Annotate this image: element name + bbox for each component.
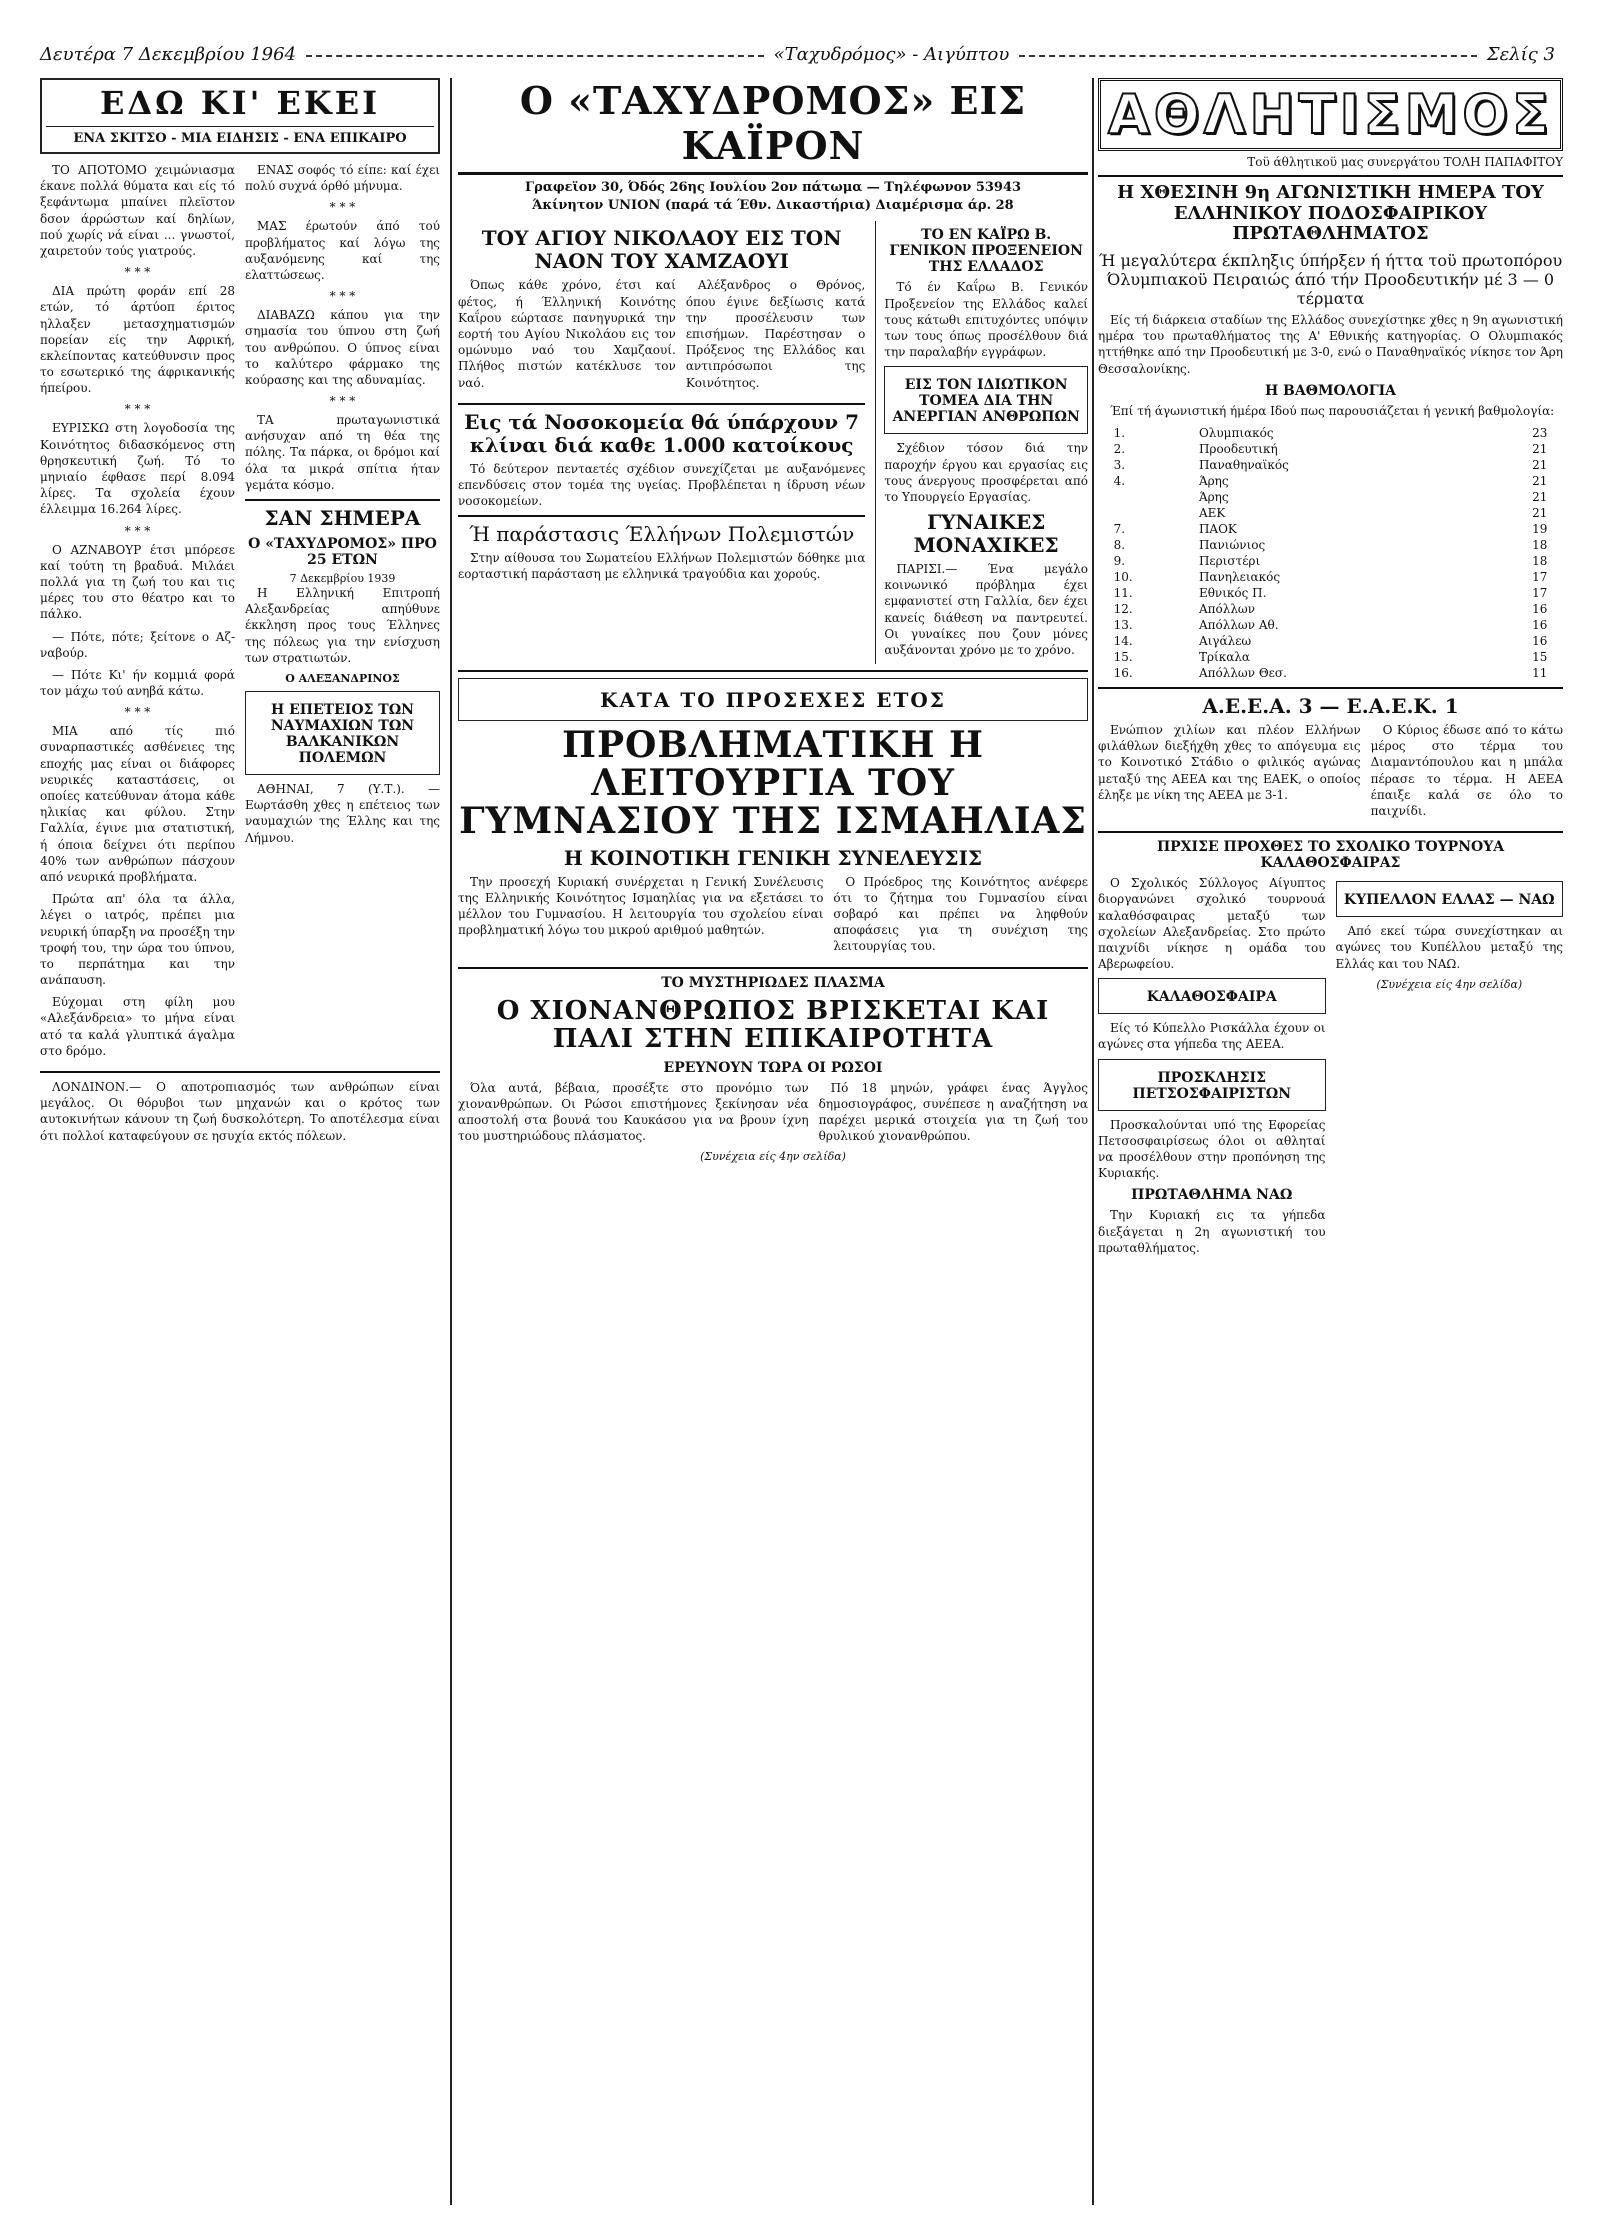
standings-row (1110, 649, 1552, 665)
paragraph: ΕΝΑΣ σοφός τό είπε: καί έχει πολύ συχνά όρθό μήνυμα. (245, 163, 440, 194)
standings-row (1110, 425, 1552, 441)
sports-main-title: Η ΧΘΕΣΙΝΗ 9η ΑΓΩΝΙΣΤΙΚΗ ΗΜΕΡΑ ΤΟΥ ΕΛΛΗΝΙΚΟΥ ΠΟΔΟΣΦΑΙΡΙΚΟΥ ΠΡΩΤΑΘΛΗΜΑΤΟΣ (1117, 182, 1544, 245)
separator: * * * (124, 265, 151, 280)
edo-kiekei-header (40, 78, 440, 154)
column-divider (450, 78, 452, 2205)
standings-pos: 10. (1113, 570, 1133, 584)
yeti-text: Πό 18 μηνών, γράφει ένας Άγγλος δημοσιογράφος, συνέπεσε η αναζήτηση να παρέχει μερικά στοιχεία για τη ζωή του θρυλικού χιονανθρώπου. (818, 1080, 1088, 1144)
consulate-title: ΤΟ ΕΝ ΚΑΪΡΩ Β. ΓΕΝΙΚΟΝ ΠΡΟΞΕΝΕΙΟΝ ΤΗΣ ΕΛΛΑΔΟΣ (889, 227, 1083, 276)
header-rule (306, 55, 764, 57)
nikolaos-title: ΤΟΥ ΑΓΙΟΥ ΝΙΚΟΛΑΟΥ ΕΙΣ ΤΟΝ ΝΑΟΝ ΤΟΥ ΧΑΜΖΑΟΥΙ (481, 226, 842, 274)
divider (458, 670, 1088, 672)
standings-row (1110, 617, 1552, 633)
naval-title: Η ΕΠΕΤΕΙΟΣ ΤΩΝ ΝΑΥΜΑΧΙΩΝ ΤΩΝ ΒΑΛΚΑΝΙΚΩΝ ΠΟΛΕΜΩΝ (270, 701, 415, 766)
hospitals-text: Τό δεύτερον πενταετές σχέδιον συνεχίζεται με αυξανόμενες επενδύσεις στον τομέα της υγείας. Προβλέπεται η ίδρυση νέων νοσοκομείων. (458, 461, 866, 509)
standings-pts: 11 (1532, 666, 1548, 680)
paragraph: Ο ΑΖΝΑΒΟΥΡ έτσι μπόρεσε καί τούτη τη βραδυά. Μιλάει πολλά για τη ζωή του και τις μέρες του στο θέατρο και το πάλκο. (40, 542, 235, 622)
column-sports (1098, 78, 1563, 2205)
standings-pos: 14. (1113, 634, 1133, 648)
standings-pts: 16 (1532, 634, 1548, 648)
standings-pts: 21 (1532, 442, 1548, 456)
standings-pts: 21 (1532, 474, 1548, 488)
unemployment-box (884, 366, 1088, 434)
nikolaos-text: Όπως κάθε χρόνο, έτσι καί φέτος, ή Έλληνική Κοινότης Καΐρου εώρτασε πανηγυρικά την εορτή του Αγίου Νικολάου εις τον ομώνυμο ναό του Χαμζαουί. Πλήθος πιστών κατέκλυσε τον ναό. (458, 278, 676, 390)
london-text: ΛΟΝΔΙΝΟΝ.— Ο αποτροπιασμός των ανθρώπων είναι μεγάλος. Οι θόρυβοι των μηχανών και ο κρότος των αυτοκινήτων κάνουν τη ζωή δυσκολότερη. Το αποτέλεσμα είναι ότι πολλοί καταφεύγουν σε ησυχία εκτός πόλεων. (40, 1080, 440, 1143)
standings-pos: 15. (1113, 650, 1133, 664)
anniversary-title: ΣΑΝ ΣΗΜΕΡΑ (264, 506, 421, 530)
paragraph: ΔΙΑ πρώτη φοράν επί 28 ετών, τό άρτύοπ έριτος ηλλαξεν μετασχηματισμών πορείαν είς την Αφρική, εκλείποντας κατεύθυνσιν προς το εσωτερικό της άφρικανικής ήπείρου. (40, 284, 235, 396)
paragraph: ΤΟ ΑΠΟΤΟΜΟ χειμώνιασμα έκανε πολλά θύματα και είς τό ξεφάντωμα μπαίνει πλεϊστον δσον άρρώστων καί δηλίων, πού χωρίς νά είναι ... γνωστοί, χαιρετούν τούς γιατρούς. (40, 163, 235, 258)
separator: * * * (124, 705, 151, 720)
veterans-text: Στην αίθουσα του Σωματείου Ελλήνων Πολεμιστών δόθηκε μια εορταστική παράσταση με ελληνικά τραγούδια και χορούς. (458, 551, 866, 582)
nao-title: ΠΡΩΤΑΘΛΗΜΑ ΝΑΩ (1131, 1187, 1293, 1204)
standings-row (1110, 537, 1552, 553)
paragraph: — Πότε, πότε; ξείτονε ο Αζ-ναβούρ. (40, 629, 235, 660)
separator: * * * (124, 523, 151, 538)
volleyball-title: ΠΡΟΣΚΛΗΣΙΣ ΠΕΤΣΟΣΦΑΙΡΙΣΤΩΝ (1132, 1069, 1292, 1102)
standings-pts: 23 (1532, 426, 1548, 440)
school-title: ΠΡΧΙΣΕ ΠΡΟΧΘΕΣ ΤΟ ΣΧΟΛΙΚΟ ΤΟΥΡΝΟΥΑ ΚΑΛΑΘΟΣΦΑΙΡΑΣ (1156, 839, 1505, 872)
standings-pts: 21 (1532, 490, 1548, 504)
aeea-title: Α.Ε.Ε.Α. 3 — Ε.Α.Ε.Κ. 1 (1202, 694, 1459, 718)
basketball-box (1098, 978, 1326, 1014)
header-paper: «Ταχυδρόμος» - Αιγύπτου (773, 43, 1010, 65)
column-divider (1092, 78, 1094, 2205)
separator: * * * (124, 402, 151, 417)
standings-pts: 19 (1532, 522, 1548, 536)
standings-row (1110, 441, 1552, 457)
sports-logo: ΑΘΛΗΤΙΣΜΟΣ (1098, 78, 1563, 151)
paragraph: ΔΙΑΒΑΖΩ κάπου για την σημασία του ύπνου στη ζωή του ανθρώπου. Ο ύπνος είναι το καλύτερο φάρμακο της κούρασης και της αδυναμίας. (245, 308, 440, 387)
anniversary-text: Η Ελληνική Επιτροπή Αλεξανδρείας απηύθυνε έκκληση προς τους Έλληνες της πόλεως για την ενίσχυση των στρατιωτών. (245, 586, 440, 665)
standings-row (1110, 665, 1552, 681)
standings-pos (1110, 505, 1195, 521)
divider (1098, 175, 1563, 177)
divider (458, 515, 865, 517)
separator: * * * (329, 200, 356, 215)
gymnasium-title: ΠΡΟΒΛΗΜΑΤΙΚΗ Η ΛΕΙΤΟΥΡΓΙΑ ΤΟΥ ΓΥΜΝΑΣΙΟΥ ΤΗΣ ΙΣΜΑΗΛΙΑΣ (459, 724, 1087, 842)
office-line: Άκίνητον UNION (παρά τά Έθν. Δικαστήρια) Διαμέρισμα άρ. 28 (532, 198, 1014, 214)
veterans-title: Ή παράστασις Έλλήνων Πολεμιστών (469, 522, 855, 547)
consulate-text: Τό έν Καΐρω Β. Γενικόν Προξενείον της Ελλάδος καλεί τους κάτωθι επιτυχόντες υπόψιν των τους όπως προσέλθουν διά την παραλαβήν εγγράφων. (884, 280, 1088, 360)
standings-team: Προοδευτική (1198, 442, 1278, 456)
paragraph: ΤΑ πρωταγωνιστικά ανήσυχαν από τη θέα της πόλης. Τα πάρκα, οι δρόμοι καί όλα τα μικρά σπίτια ήταν γεμάτα κόσμο. (245, 413, 440, 492)
standings-team: Παναθηναϊκός (1198, 458, 1289, 472)
volleyball-text: Προσκαλούνται υπό της Εφορείας Πετσοσφαιρίσεως όλοι οι αθληταί να προσέλθουν στην προπόνηση της Κυριακής. (1098, 1117, 1326, 1181)
standings-pos: 3. (1113, 458, 1126, 472)
standings-pos: 13. (1113, 618, 1133, 632)
edo-kiekei-subtitle: ΕΝΑ ΣΚΙΤΣΟ - ΜΙΑ ΕΙΔΗΣΙΣ - ΕΝΑ ΕΠΙΚΑΙΡΟ (46, 126, 434, 146)
cup-box (1336, 881, 1564, 917)
separator: * * * (329, 394, 356, 409)
nao-text: Την Κυριακή εις τα γήπεδα διεξάγεται η 2η αγωνιστική του πρωταθλήματος. (1098, 1208, 1326, 1255)
standings-team: Ολυμπιακός (1198, 426, 1274, 440)
standings-title: Η ΒΑΘΜΟΛΟΓΙΑ (1264, 382, 1397, 399)
standings-team: Εθνικός Π. (1198, 586, 1267, 600)
gymnasium-text: Ο Πρόεδρος της Κοινότητος ανέφερε ότι το ζήτημα του Γυμνασίου είναι σοβαρό και πρέπει να ληφθούν αποφάσεις για τη συνέχιση της λειτουργίας του. (833, 874, 1088, 954)
naval-box (245, 691, 440, 775)
paragraph: ΜΑΣ έρωτούν άπό τού προβλήματος καί λόγω της αυξανόμενης καί της ελαττώσεως. (245, 219, 440, 282)
standings-team: Πανιώνιος (1198, 538, 1266, 552)
standings-pts: 21 (1532, 458, 1548, 472)
sports-main-text: Είς τή διάρκεια σταδίων της Ελλάδος συνεχίστηκε χθες η 9η αγωνιστική ημέρα του πρωταθλήματος της Α' Εθνικής κατηγορίας. Ο Ολυμπιακός ηττήθηκε από την Προοδευτική με 3-0, ενώ ο Παναθηναϊκός νίκησε τον Άρη Θεσσαλονίκης. (1098, 313, 1563, 376)
cairo-office-info (458, 179, 1088, 215)
divider (1098, 687, 1563, 689)
standings-team: Πανηλειακός (1198, 570, 1281, 584)
paragraph: Εύχομαι στη φίλη μου «Αλεξάνδρεια» το μήνα είναι ατό τα καλά γλυπτικά άγαλμα στο δρόμο. (40, 995, 235, 1058)
edo-kiekei-title: ΕΔΩ ΚΙ' ΕΚΕΙ (99, 84, 381, 122)
volleyball-box (1098, 1059, 1326, 1111)
gymnasium-kicker: ΚΑΤΑ ΤΟ ΠΡΟΣΕΧΕΣ ΕΤΟΣ (600, 688, 946, 713)
standings-team: Αιγάλεω (1198, 634, 1252, 648)
standings-pts: 18 (1532, 538, 1548, 552)
standings-pts: 16 (1532, 602, 1548, 616)
unemployment-text: Σχέδιον τόσον διά την παροχήν έργου και εργασίας εις τους άνεργους προσφέρεται από το Υπουργείο Εργασίας. (884, 441, 1088, 504)
standings-pos: 12. (1113, 602, 1133, 616)
header-rule (1019, 55, 1477, 57)
standings-team: Απόλλων Αθ. (1198, 618, 1279, 632)
basketball-title: ΚΑΛΑΘΟΣΦΑΙΡΑ (1146, 989, 1277, 1006)
standings-pos: 7. (1113, 522, 1126, 536)
standings-row (1110, 585, 1552, 601)
standings-team: Απόλλων Θεσ. (1198, 666, 1287, 680)
standings-pts: 21 (1532, 506, 1548, 520)
standings-pos: 11. (1113, 586, 1133, 600)
standings-team: ΠΑΟΚ (1198, 522, 1237, 536)
unemployment-title: ΕΙΣ ΤΟΝ ΙΔΙΩΤΙΚΟΝ ΤΟΜΕΑ ΔΙΑ ΤΗΝ ΑΝΕΡΓΙΑΝ ΑΝΘΡΩΠΩΝ (892, 377, 1080, 426)
paragraph: — Πότε Κι' ήν κομμιά φορά τον μάχω τού ανηβά κάτω. (40, 667, 235, 699)
yeti-kicker: ΤΟ ΜΥΣΤΗΡΙΩΔΕΣ ΠΛΑΣΜΑ (661, 974, 885, 991)
standings-pos (1110, 489, 1195, 505)
anniversary-subtitle: Ο «ΤΑΧΥΔΡΟΜΟΣ» ΠΡΟ 25 ΕΤΩΝ (248, 536, 437, 568)
standings-pos: 4. (1113, 474, 1126, 488)
standings-team: ΑΕΚ (1198, 506, 1226, 520)
standings-pts: 18 (1532, 554, 1548, 568)
separator: * * * (329, 289, 356, 304)
naval-text: ΑΘΗΝΑΙ, 7 (Υ.Τ.). — Εωρτάσθη χθες η επέτειος των ναυμαχιών της Έλλης και της Λήμνου. (245, 781, 440, 845)
aeea-text: Ενώπιον χιλίων και πλέον Ελλήνων φιλάθλων διεξήχθη χθες το απόγευμα εις το Κοινοτικό Στάδιο ο φιλικός αγώνας μεταξύ της ΑΕΕΑ και της ΕΑΕΚ, ο οποίος έληξε με νίκη της ΑΕΕΑ με 3-1. (1098, 723, 1361, 802)
standings-pos: 2. (1113, 442, 1126, 456)
anniversary-date: 7 Δεκεμβρίου 1939 (289, 572, 396, 585)
gymnasium-kicker-box (458, 678, 1088, 721)
page-header (40, 40, 1555, 68)
standings-row (1110, 553, 1552, 569)
standings-team: Απόλλων (1198, 602, 1256, 616)
standings-row (1110, 505, 1552, 521)
yeti-subtitle: ΕΡΕΥΝΟΥΝ ΤΩΡΑ ΟΙ ΡΩΣΟΙ (663, 1059, 883, 1076)
gymnasium-subtitle: Η ΚΟΙΝΟΤΙΚΗ ΓΕΝΙΚΗ ΣΥΝΕΛΕΥΣΙΣ (563, 845, 983, 870)
divider (40, 1071, 440, 1073)
office-line: Γραφεϊον 30, Όδός 26ης Ιουλίου 2ον πάτωμα — Τηλέφωνον 53943 (524, 180, 1022, 195)
paragraph: Πρώτα απ' όλα τα άλλα, λέγει ο ιατρός, πρέπει μια νευρική ύπαρξη να προσέξη την τροφή του, την ώρα του ύπνου, το περπάτημα και την ανάπαυση. (40, 892, 235, 988)
paragraph: ΕΥΡΙΣΚΩ στη λογοδοσία της Κοινότητος διδασκόμενος στη θρησκευτική ζωή. Τό το μηνιαίο έφθασε περί 8.094 λίρες. Τα σχολεία έχουν έλλειμμα 16.264 λίρες. (40, 421, 235, 517)
divider (458, 967, 1088, 969)
gymnasium-text: Την προσεχή Κυριακή συνέρχεται η Γενική Συνέλευσις της Ελληνικής Κοινότητος Ισμαηλίας για να εξετάσει το μέλλον του Γυμνασίου. Η λειτουργία του σχολείου είναι προβληματική λόγω του μικρού αριθμού μαθητών. (458, 874, 824, 938)
sports-credit: Τοϋ άθλητικοϋ μας συνεργάτου ΤΟΛΗ ΠΑΠΑΦΙΤΟΥ (1247, 155, 1563, 169)
standings-team: Τρίκαλα (1198, 650, 1251, 664)
header-date: Δευτέρα 7 Δεκεμβρίου 1964 (40, 43, 297, 65)
cup-continued: (Συνέχεια είς 4ην σελίδα) (1376, 977, 1523, 991)
standings-pts: 16 (1532, 618, 1548, 632)
yeti-text: Όλα αυτά, βέβαια, προσέξτε στο προνόμιο των χιονανθρώπων. Οι Ρώσοι επιστήμονες ξεκίνησαν νέα αποστολή στα βουνά του Καυκάσου για να βρουν ίχνη του μυστηριώδους πλάσματος. (458, 1080, 809, 1144)
hospitals-title: Εις τά Νοσοκομεία θά ύπάρχουν 7 κλίναι διά καθε 1.000 κατοίκους (464, 409, 860, 457)
standings-pos: 8. (1113, 538, 1126, 552)
sports-main-subtitle: Ή μεγαλύτερα έκπληξις ύπήρξεν ή ήττα τοϋ πρωτοπόρου Όλυμπιακοϋ Πειραιώς άπό τήν Προοδευτικήν μέ 3 — 0 τέρματα (1098, 251, 1563, 309)
standings-row (1110, 569, 1552, 585)
standings-team: Άρης (1198, 490, 1229, 504)
school-text: Ο Σχολικός Σύλλογος Αίγυπτος διοργανώνει σχολικό τουρνουά καλαθόσφαιρας μεταξύ των σχολείων Αλεξανδρείας. Στο πρώτο παιχνίδι νίκησε η ομάδα του Αβερωφείου. (1098, 876, 1326, 972)
standings-pos: 16. (1113, 666, 1133, 680)
standings-note: Έπί τή άγωνιστική ήμέρα Ιδού πως παρουσιάζεται ή γενική βαθμολογία: (1110, 403, 1555, 418)
cup-text: Από εκεί τώρα συνεχίστηκαν αι αγώνες του Κυπέλλου μεταξύ της Ελλάς και του ΝΑΩ. (1335, 924, 1563, 971)
standings-row (1110, 601, 1552, 617)
nuns-title: ΓΥΝΑΙΚΕΣ ΜΟΝΑΧΙΚΕΣ (913, 510, 1059, 558)
column-edo-kiekei (40, 78, 440, 2205)
header-page: Σελίς 3 (1486, 43, 1555, 65)
standings-pos: 9. (1113, 554, 1126, 568)
author: Ο ΑΛΕΞΑΝΔΡΙΝΟΣ (285, 671, 400, 685)
divider (1098, 831, 1563, 833)
cup-title: ΚΥΠΕΛΛΟΝ ΕΛΛΑΣ — ΝΑΩ (1343, 892, 1555, 909)
column-cairo (458, 78, 1088, 2205)
standings-pts: 17 (1532, 570, 1548, 584)
standings-row (1110, 521, 1552, 537)
yeti-title: Ο ΧΙΟΝΑΝΘΡΩΠΟΣ ΒΡΙΣΚΕΤΑΙ ΚΑΙ ΠΑΛΙ ΣΤΗΝ ΕΠΙΚΑΙΡΟΤΗΤΑ (496, 995, 1050, 1055)
standings-row (1110, 633, 1552, 649)
aeea-text: Ο Κύριος έδωσε από το κάτω μέρος στο τέρμα του Διαμαντόπουλου και η μπάλα πέρασε το τέρμα. Η ΑΕΕΑ έπαιξε καλά σε όλο το παιχνίδι. (1370, 723, 1563, 818)
cairo-masthead: Ο «ΤΑΧΥΔΡΟΜΟΣ» ΕΙΣ ΚΑΪΡΟΝ (458, 78, 1088, 175)
standings-row (1110, 489, 1552, 505)
divider (245, 499, 440, 501)
nuns-text: ΠΑΡΙΣΙ.— Ένα μεγάλο κοινωνικό πρόβλημα έχει εμφανιστεί στη Γαλλία, δεν έχει κανείς διάθεση να παντρευτεί. Οι γυναίκες που ζουν μόνες αυξάνονται χρόνο με το χρόνο. (884, 562, 1088, 657)
standings-pts: 15 (1532, 650, 1548, 664)
basketball-text: Είς τό Κύπελλο Ρισκάλλα έχουν οι αγώνες στα γήπεδα της ΑΕΕΑ. (1098, 1021, 1326, 1052)
paragraph: ΜΙΑ από τίς πιό συναρπαστικές ασθένειες της εποχής μας είναι οι διάφορες νευρικές καταστάσεις, οι οποίες κατεύθυναν άτομα κάθε ηλικίας και φύλου. Στην Γαλλία, έγινε μια στατιστική, ή όποια δείχνει ότι περίπου 40% των ανθρώπων πάσχουν από νευρικά προβλήματα. (40, 724, 235, 884)
nikolaos-text: Αλέξανδρος ο Θρόνος, όπου έγινε δεξίωσις κατά την προσέλευσιν των επισήμων. Παρέστησαν ο Πρόξενος της Ελλάδος και αντιπρόσωποι της Κοινότητος. (685, 278, 866, 390)
standings-row (1110, 457, 1552, 473)
divider (458, 403, 865, 405)
yeti-continued: (Συνέχεια είς 4ην σελίδα) (700, 1150, 846, 1164)
standings-team: Περιστέρι (1198, 554, 1261, 568)
standings-team: Άρης (1198, 474, 1229, 488)
standings-pos: 1. (1113, 426, 1126, 440)
standings-row (1110, 473, 1552, 489)
standings-table (1110, 425, 1552, 681)
standings-pts: 17 (1532, 586, 1548, 600)
